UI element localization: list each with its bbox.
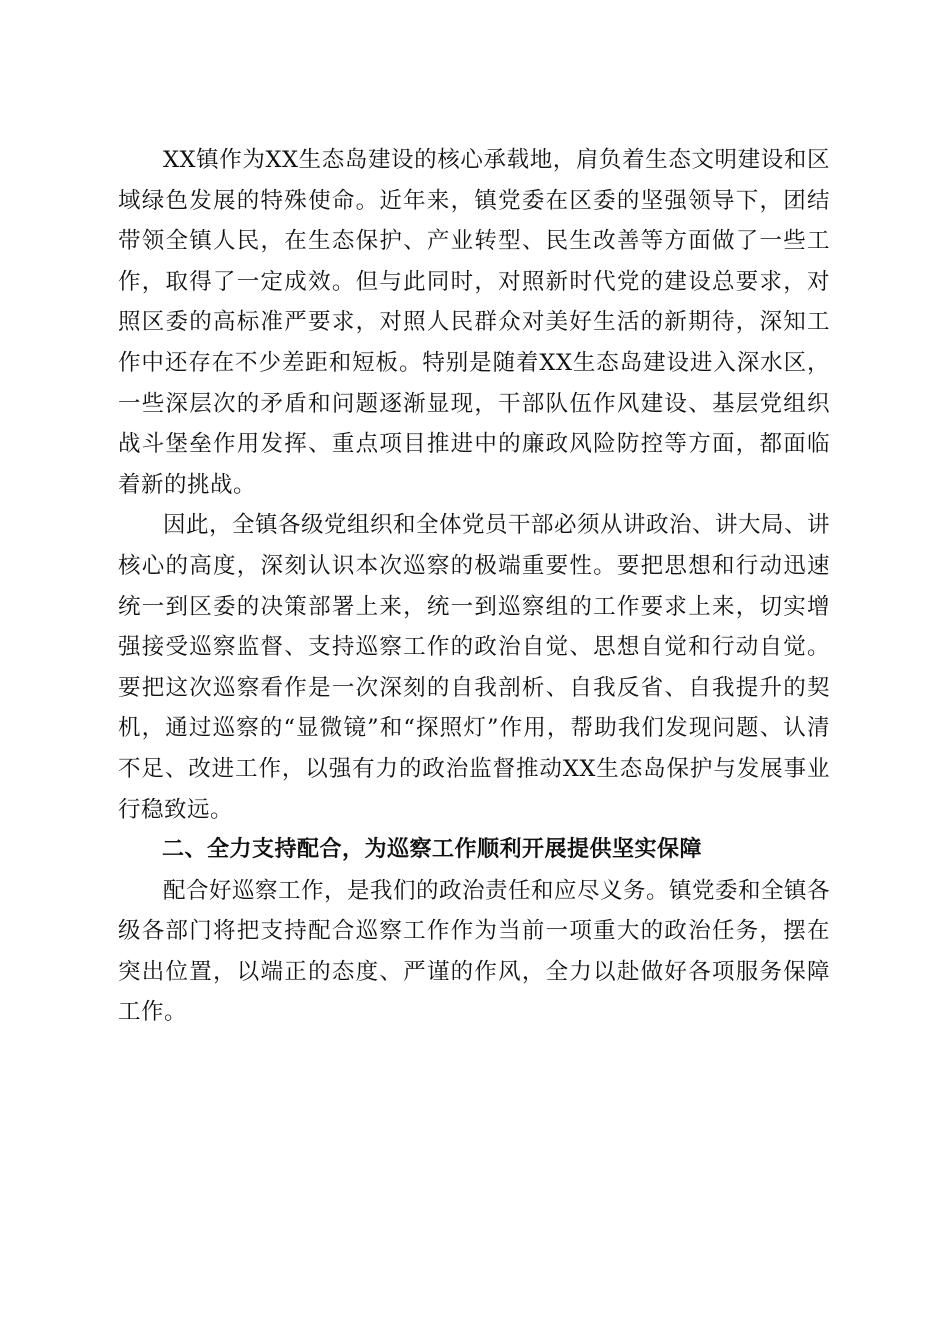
paragraph-support-cooperation: 配合好巡察工作，是我们的政治责任和应尽义务。镇党委和全镇各级各部门将把支持配合巡察工作作为当前一项重大的政治任务，摆在突出位置，以端正的态度、严谨的作风，全力以赴做好各项服务保障工作。 [118, 877, 831, 1026]
section-heading: 二、全力支持配合，为巡察工作顺利开展提供坚实保障 [162, 837, 703, 863]
document-page [118, 140, 830, 1033]
paragraph-inspection-importance: 因此，全镇各级党组织和全体党员干部必须从讲政治、讲大局、讲核心的高度，深刻认识本次巡察的极端重要性。要把思想和行动迅速统一到区委的决策部署上来，统一到巡察组的工作要求上来，切实增强接受巡察监督、支持巡察工作的政治自觉、思想自觉和行动自觉。要把这次巡察看作是一次深刻的自我剖析、自我反省、自我提升的契机，通过巡察的“显微镜”和“探照灯”作用，帮助我们发现问题、认清不足、改进工作，以强有力的政治监督推动XX生态岛保护与发展事业行稳致远。 [118, 512, 831, 823]
paragraph-ecological-island: XX镇作为XX生态岛建设的核心承载地，肩负着生态文明建设和区域绿色发展的特殊使命。近年来，镇党委在区委的坚强领导下，团结带领全镇人民，在生态保护、产业转型、民生改善等方面做了一些工作，取得了一定成效。但与此同时，对照新时代党的建设总要求，对照区委的高标准严要求，对照人民群众对美好生活的新期待，深知工作中还存在不少差距和短板。特别是随着XX生态岛建设进入深水区，一些深层次的矛盾和问题逐渐显现，干部队伍作风建设、基层党组织战斗堡垒作用发挥、重点项目推进中的廉政风险防控等方面，都面临着新的挑战。 [118, 147, 830, 498]
